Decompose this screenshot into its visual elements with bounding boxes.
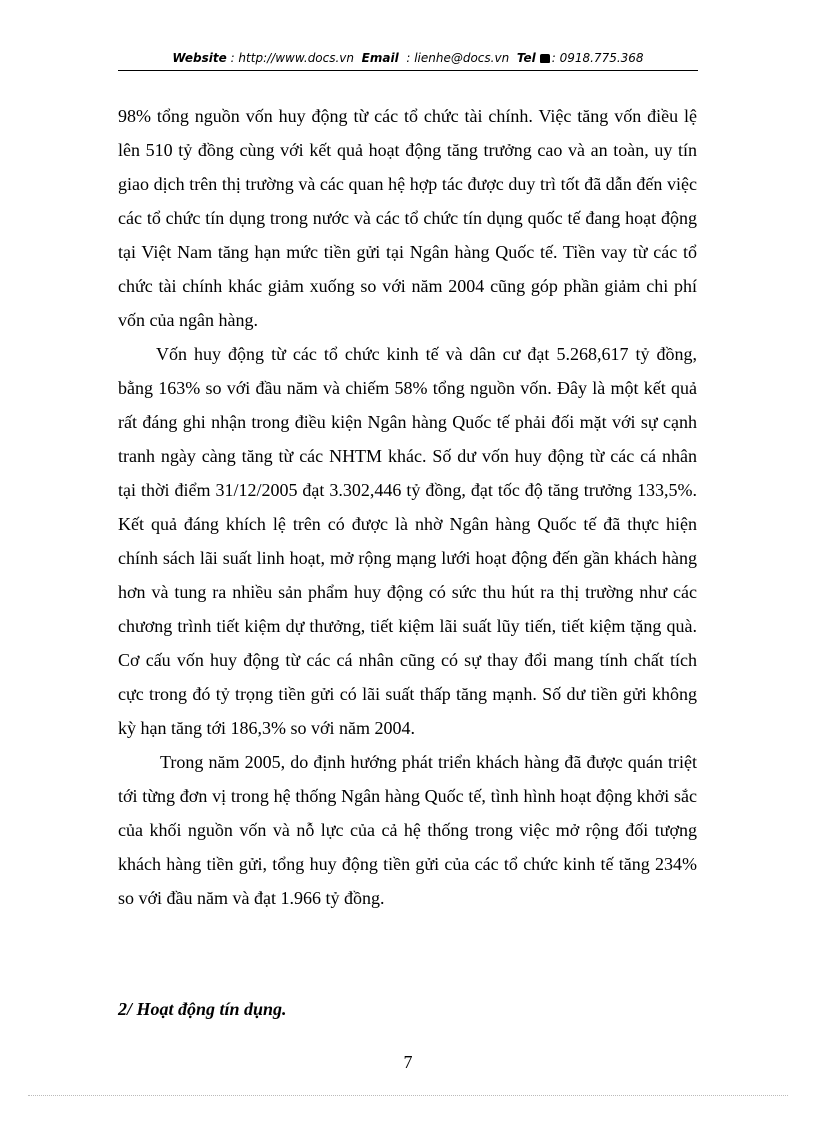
header-divider (118, 70, 698, 71)
page-number: 7 (403, 1052, 413, 1072)
phone-icon (540, 54, 550, 63)
tel-value: : 0918.775.368 (551, 51, 644, 65)
website-value: : http://www.docs.vn (230, 51, 355, 65)
page-header (118, 50, 698, 66)
email-value: : lienhe@docs.vn (406, 51, 510, 65)
body-text (118, 99, 697, 915)
email-label: Email (361, 51, 399, 65)
paragraph-3: Trong năm 2005, do định hướng phát triển khách hàng đã được quán triệt tới từng đơn vị trong hệ thống Ngân hàng Quốc tế, tình hình hoạt động khởi sắc của khối nguồn vốn và nỗ lực của cả hệ thống trong việc mở rộng đối tượng khách hàng tiền gửi, tổng huy động tiền gửi của các tổ chức kinh tế tăng 234% so với đầu năm và đạt 1.966 tỷ đồng. (118, 752, 697, 908)
page-bottom-border (28, 1095, 788, 1096)
section-heading: 2/ Hoạt động tín dụng. (118, 999, 287, 1019)
paragraph-2: Vốn huy động từ các tổ chức kinh tế và dân cư đạt 5.268,617 tỷ đồng, bằng 163% so với đầu năm và chiếm 58% tổng nguồn vốn. Đây là một kết quả rất đáng ghi nhận trong điều kiện Ngân hàng Quốc tế phải đối mặt với sự cạnh tranh ngày càng tăng từ các NHTM khác. Số dư vốn huy động từ các cá nhân tại thời điểm 31/12/2005 đạt 3.302,446 tỷ đồng, đạt tốc độ tăng trưởng 133,5%. Kết quả đáng khích lệ trên có được là nhờ Ngân hàng Quốc tế đã thực hiện chính sách lãi suất linh hoạt, mở rộng mạng lưới hoạt động đến gần khách hàng hơn và tung ra nhiều sản phẩm huy động có sức thu hút ra thị trường như các chương trình tiết kiệm dự thưởng, tiết kiệm lãi suất lũy tiến, tiết kiệm tặng quà. Cơ cấu vốn huy động từ các cá nhân cũng có sự thay đổi mang tính chất tích cực trong đó tỷ trọng tiền gửi có lãi suất thấp tăng mạnh. Số dư tiền gửi không kỳ hạn tăng tới 186,3% so với năm 2004. (118, 344, 697, 738)
paragraph-1: 98% tổng nguồn vốn huy động từ các tổ chức tài chính. Việc tăng vốn điều lệ lên 510 tỷ đồng cùng với kết quả hoạt động tăng trưởng cao và an toàn, uy tín giao dịch trên thị trường và các quan hệ hợp tác được duy trì tốt đã dẫn đến việc các tổ chức tín dụng trong nước và các tổ chức tín dụng quốc tế đang hoạt động tại Việt Nam tăng hạn mức tiền gửi tại Ngân hàng Quốc tế. Tiền vay từ các tổ chức tài chính khác giảm xuống so với năm 2004 cũng góp phần giảm chi phí vốn của ngân hàng. (118, 106, 697, 330)
tel-label: Tel (516, 51, 536, 65)
website-label: Website (172, 51, 227, 65)
